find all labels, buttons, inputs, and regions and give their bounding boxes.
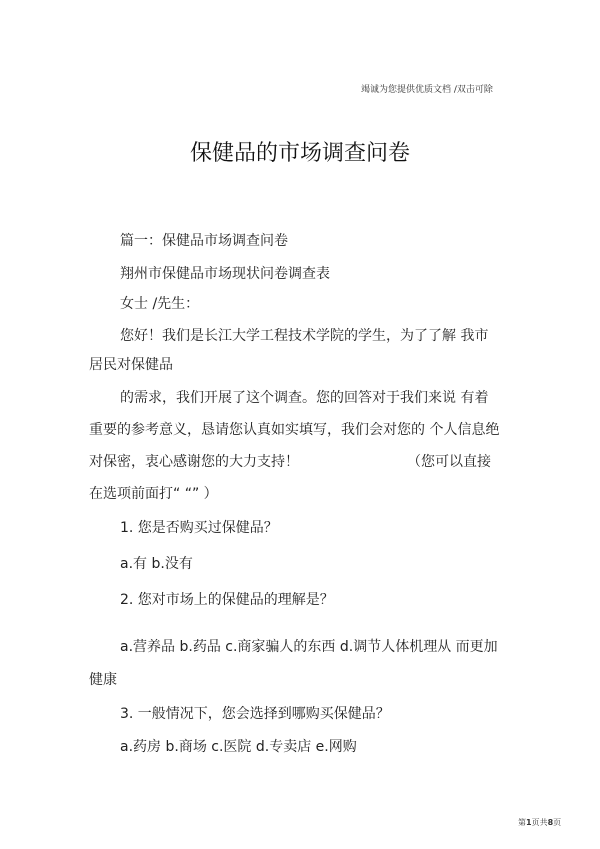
salutation: 女士 /先生：: [120, 296, 200, 312]
instruction-note: （您可以直接: [407, 454, 491, 470]
intro-paragraph-line: 居民对保健品: [89, 357, 173, 373]
instruction-note-cont: 在选项前面打“ “” ）: [89, 486, 218, 502]
page-suffix: 页: [553, 818, 562, 827]
question-2: 2. 您对市场上的保健品的理解是？: [120, 592, 334, 608]
question-3-options: a.药房 b.商场 c.医院 d.专卖店 e.网购: [120, 739, 357, 755]
question-2-options: a.营养品 b.药品 c.商家骗人的东西 d.调节人体机理从 而更加: [120, 639, 498, 655]
page-prefix: 第: [518, 818, 526, 827]
page-number: [518, 817, 561, 828]
intro-paragraph-line: 您好！我们是长江大学工程技术学院的学生，为了了解 我市: [120, 328, 489, 344]
page-total: 8: [547, 818, 554, 827]
question-2-options-cont: 健康: [89, 672, 117, 688]
intro-paragraph-line: 对保密，衷心感谢您的大力支持！: [89, 454, 299, 470]
question-1-options: a.有 b.没有: [120, 556, 193, 572]
document-title: 保健品的市场调查问卷: [189, 141, 410, 166]
header-note: 竭诚为您提供优质文档 /双击可除: [361, 85, 493, 95]
page-current: 1: [526, 818, 532, 827]
section-heading: 篇一：保健品市场调查问卷: [120, 233, 288, 249]
question-1: 1. 您是否购买过保健品？: [120, 520, 278, 536]
question-3: 3. 一般情况下，您会选择到哪购买保健品？: [120, 706, 390, 722]
intro-paragraph-line: 的需求，我们开展了这个调查。您的回答对于我们来说 有着: [120, 390, 489, 406]
page-middle: 页共: [531, 818, 548, 827]
survey-subtitle: 翔州市保健品市场现状问卷调查表: [120, 266, 330, 282]
intro-paragraph-line: 重要的参考意义，恳请您认真如实填写，我们会对您的 个人信息绝: [89, 422, 500, 438]
